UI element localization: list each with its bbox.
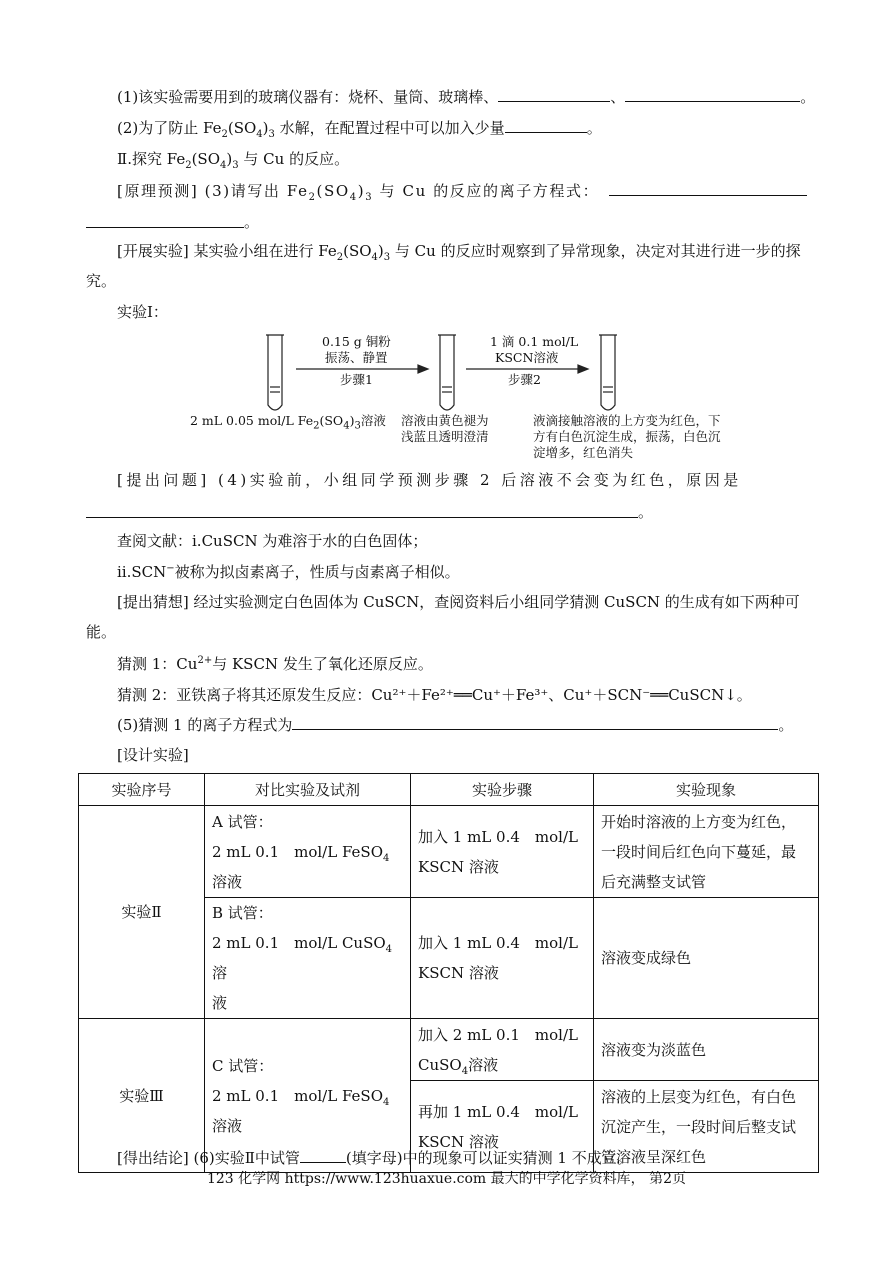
experiment-table — [78, 773, 819, 1173]
section-heading: Ⅱ.探究 $Fe_2(SO_4)_3$ 与 Cu 的反应。 — [117, 150, 350, 171]
expand-experiment: [开展实验] 某实验小组在进行 $Fe_2(SO_4)_3$ 与 Cu 的反应时观察到了异常现象，决定对其进行进一步的探 — [117, 242, 801, 263]
reference-2: ⅱ.SCN−被称为拟卤素离子，性质与卤素离子相似。 — [117, 563, 460, 581]
guess-intro: [提出猜想] 经过实验测定白色固体为 CuSCN，查阅资料后小组同学猜测 CuSCN 的生成有如下两种可 — [117, 593, 800, 611]
test-tube-3 — [599, 335, 617, 410]
reference-1: 查阅文献：ⅰ.CuSCN 为难溶于水的白色固体； — [117, 532, 428, 550]
answer-blank[interactable] — [300, 1148, 346, 1163]
question-6: [得出结论] (6)实验Ⅱ中试管 (填字母)中的现象可以证实猜测 1 不成立。 — [117, 1149, 632, 1167]
question-1-text: (1)该实验需要用到的玻璃仪器有：烧杯、量筒、玻璃棒、 — [117, 88, 499, 106]
observation-c2-cell: 溶液的上层变为红色，有白色 沉淀产生，一段时间后整支试 管溶液呈深红色 — [594, 1081, 819, 1173]
tube-a-cell: A 试管： 2 mL 0.1 mol/L FeSO$_4$溶液 — [205, 806, 411, 898]
tube-b-cell: B 试管： 2 mL 0.1 mol/L CuSO$_4$溶 液 — [205, 898, 411, 1019]
table-row — [79, 806, 819, 898]
answer-blank[interactable] — [505, 118, 587, 133]
observation-b-cell: 溶液变成绿色 — [594, 898, 819, 1019]
page-footer: 123 化学网 https://www.123huaxue.com 最大的中学化学资料库， 第2页 — [206, 1171, 687, 1187]
answer-blank[interactable] — [609, 195, 807, 196]
step-b-cell: 加入 1 mL 0.4 mol/L KSCN 溶液 — [411, 898, 594, 1019]
experiment-1-label: 实验Ⅰ： — [117, 303, 168, 321]
answer-blank[interactable] — [86, 227, 244, 228]
column-header: 对比实验及试剂 — [205, 774, 411, 806]
observation-c1-cell: 溶液变为淡蓝色 — [594, 1019, 819, 1081]
step-a-cell: 加入 1 mL 0.4 mol/L KSCN 溶液 — [411, 806, 594, 898]
table-header-row — [79, 774, 819, 806]
step-c2-cell: 再加 1 mL 0.4 mol/L KSCN 溶液 — [411, 1081, 594, 1173]
arrow2-label-top: 1 滴 0.1 mol/L — [490, 334, 579, 349]
answer-blank[interactable] — [498, 87, 610, 102]
arrow2-label-mid: KSCN溶液 — [495, 350, 559, 365]
step-c1-cell: 加入 2 mL 0.1 mol/L CuSO$_4$溶液 — [411, 1019, 594, 1081]
question-4: [提出问题] (4)实验前，小组同学预测步骤 2 后溶液不会变为红色，原因是 — [117, 471, 742, 489]
question-2: (2)为了防止 $Fe_2(SO_4)_3$ 水解，在配置过程中可以加入少量 。 — [117, 119, 602, 140]
guess-1: 猜测 1：$Cu^{2+}$与 KSCN 发生了氧化还原反应。 — [117, 655, 433, 673]
arrow1-label-mid: 振荡、静置 — [325, 350, 388, 365]
question-3: [原理预测] (3)请写出 $Fe_2(SO_4)_3$ 与 Cu 的反应的离子方程式： — [117, 182, 600, 203]
experiment-3-cell: 实验Ⅲ — [79, 1019, 205, 1173]
question-5: (5)猜测 1 的离子方程式为 。 — [117, 716, 794, 734]
answer-blank[interactable] — [86, 517, 638, 518]
design-experiment-label: [设计实验] — [117, 746, 189, 764]
question-1: (1)该实验需要用到的玻璃仪器有：烧杯、量筒、玻璃棒、 、 。 — [117, 88, 816, 106]
experiment-2-cell: 实验Ⅱ — [79, 806, 205, 1019]
tube2-caption: 溶液由黄色褪为 浅蓝且透明澄清 — [401, 413, 489, 444]
tube1-caption: 2 mL 0.05 mol/L $Fe_2(SO_4)_3$溶液 — [190, 413, 386, 432]
arrow1-step-label: 步骤1 — [340, 372, 373, 387]
table-row — [79, 1019, 819, 1081]
tube-c-cell: C 试管： 2 mL 0.1 mol/L FeSO$_4$溶液 — [205, 1019, 411, 1173]
test-tube-1 — [266, 335, 284, 410]
column-header: 实验步骤 — [411, 774, 594, 806]
test-tube-2 — [438, 335, 456, 410]
observation-a-cell: 开始时溶液的上方变为红色， 一段时间后红色向下蔓延，最 后充满整支试管 — [594, 806, 819, 898]
tube3-caption: 液滴接触溶液的上方变为红色，下 方有白色沉淀生成，振荡，白色沉 淀增多，红色消失 — [533, 413, 721, 460]
arrow1-label-top: 0.15 g 铜粉 — [322, 334, 391, 349]
answer-blank[interactable] — [625, 87, 800, 102]
guess-2: 猜测 2：亚铁离子将其还原发生反应：Cu²⁺＋Fe²⁺══Cu⁺＋Fe³⁺、Cu⁺＋SCN⁻══CuSCN↓。 — [117, 686, 752, 704]
column-header: 实验序号 — [79, 774, 205, 806]
answer-blank[interactable] — [292, 715, 778, 730]
arrow2-step-label: 步骤2 — [508, 372, 541, 387]
column-header: 实验现象 — [594, 774, 819, 806]
